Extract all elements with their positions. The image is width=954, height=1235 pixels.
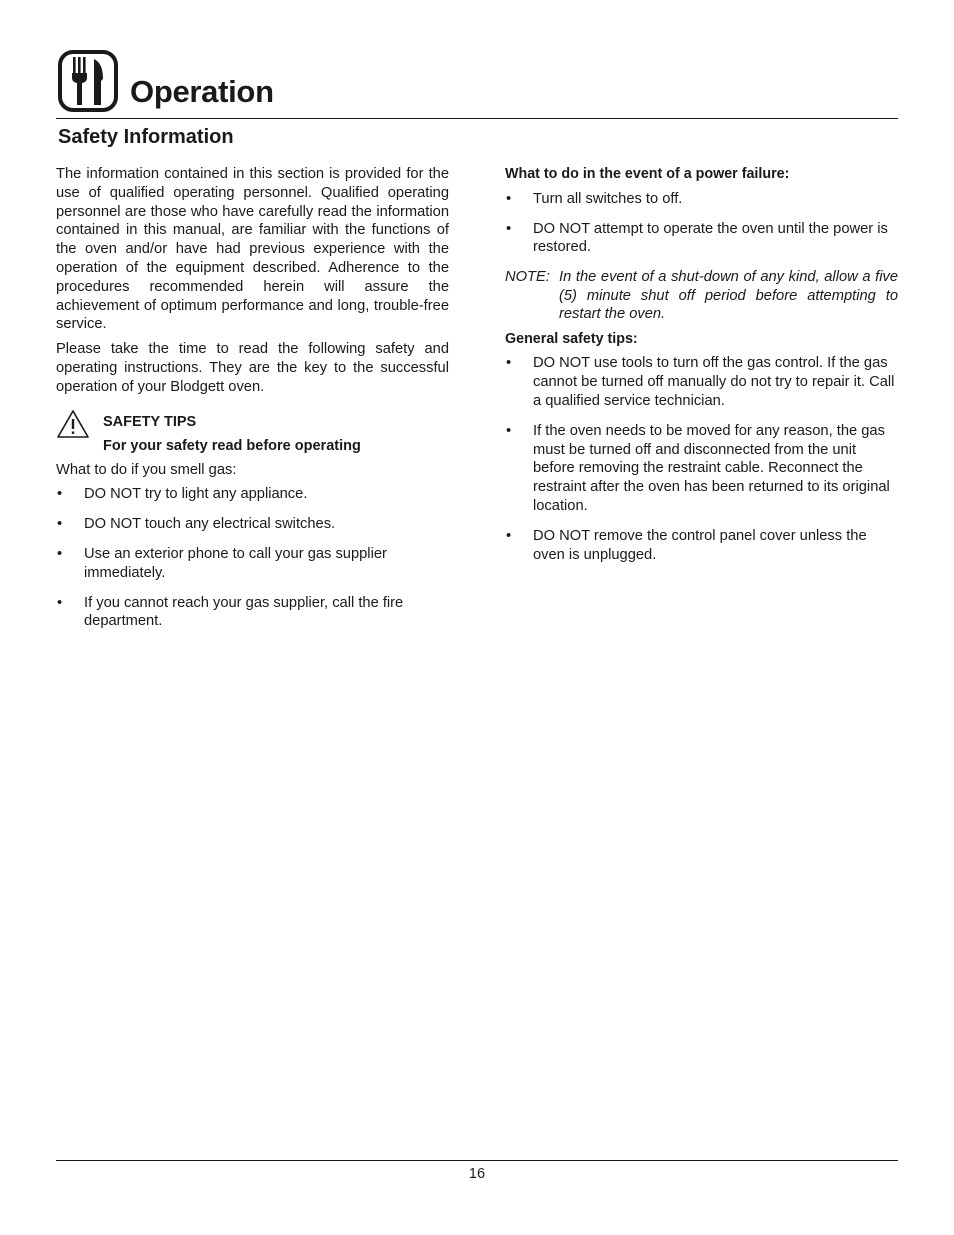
safety-tips-block bbox=[56, 409, 449, 455]
smell-gas-heading: What to do if you smell gas: bbox=[56, 461, 237, 478]
intro-paragraph: Please take the time to read the following safety and operating instructions. They are the key to the successful operation of your Blodgett oven. bbox=[56, 341, 449, 395]
power-failure-list bbox=[505, 190, 898, 257]
general-tips-list bbox=[505, 354, 898, 564]
list-item: • Turn all switches to off. bbox=[505, 190, 898, 209]
list-item: • DO NOT attempt to operate the oven until the power is restored. bbox=[505, 220, 898, 258]
list-item: • If the oven needs to be moved for any reason, the gas must be turned off and disconnected from the unit before removing the restraint cable. Reconnect the restraint after the oven has been returned to its original location. bbox=[505, 422, 898, 516]
general-tips-heading: General safety tips: bbox=[505, 330, 638, 347]
safety-tips-title: SAFETY TIPS bbox=[103, 413, 197, 430]
list-item: • DO NOT touch any electrical switches. bbox=[56, 515, 449, 534]
intro-paragraph: The information contained in this section is provided for the use of qualified operating personnel. Qualified operating personnel are those who have carefully read the information contained in this manual, are familiar with the functions of the oven and/or have had previous experience with the operation of the equipment described. Adherence to the procedures recommended herein will assure the achievement of optimum performance and long, trouble-free service. bbox=[56, 166, 449, 333]
power-failure-heading: What to do in the event of a power failure: bbox=[505, 166, 790, 182]
right-column bbox=[505, 165, 898, 575]
footer-divider bbox=[56, 1160, 898, 1161]
list-item: • DO NOT remove the control panel cover unless the oven is unplugged. bbox=[505, 527, 898, 565]
header-divider bbox=[56, 118, 898, 119]
left-column bbox=[56, 165, 449, 642]
list-item: • If you cannot reach your gas supplier, call the fire department. bbox=[56, 594, 449, 632]
safety-tips-subtitle: For your safety read before operating bbox=[103, 437, 361, 454]
warning-triangle-icon bbox=[56, 409, 90, 439]
note-text: In the event of a shut-down of any kind, allow a five (5) minute shut off period before attempting to restart the oven. bbox=[559, 269, 898, 323]
fork-knife-icon bbox=[57, 49, 119, 113]
list-item: • DO NOT try to light any appliance. bbox=[56, 485, 449, 504]
note-block bbox=[505, 268, 898, 324]
list-item: • Use an exterior phone to call your gas supplier immediately. bbox=[56, 545, 449, 583]
note-label: NOTE: bbox=[505, 269, 550, 286]
list-item: • DO NOT use tools to turn off the gas control. If the gas cannot be turned off manually do not try to repair it. Call a qualified service technician. bbox=[505, 354, 898, 410]
page-number: 16 bbox=[468, 1166, 486, 1182]
section-title: Safety Information bbox=[58, 126, 234, 148]
smell-gas-list bbox=[56, 485, 449, 631]
page-title: Operation bbox=[130, 74, 274, 109]
